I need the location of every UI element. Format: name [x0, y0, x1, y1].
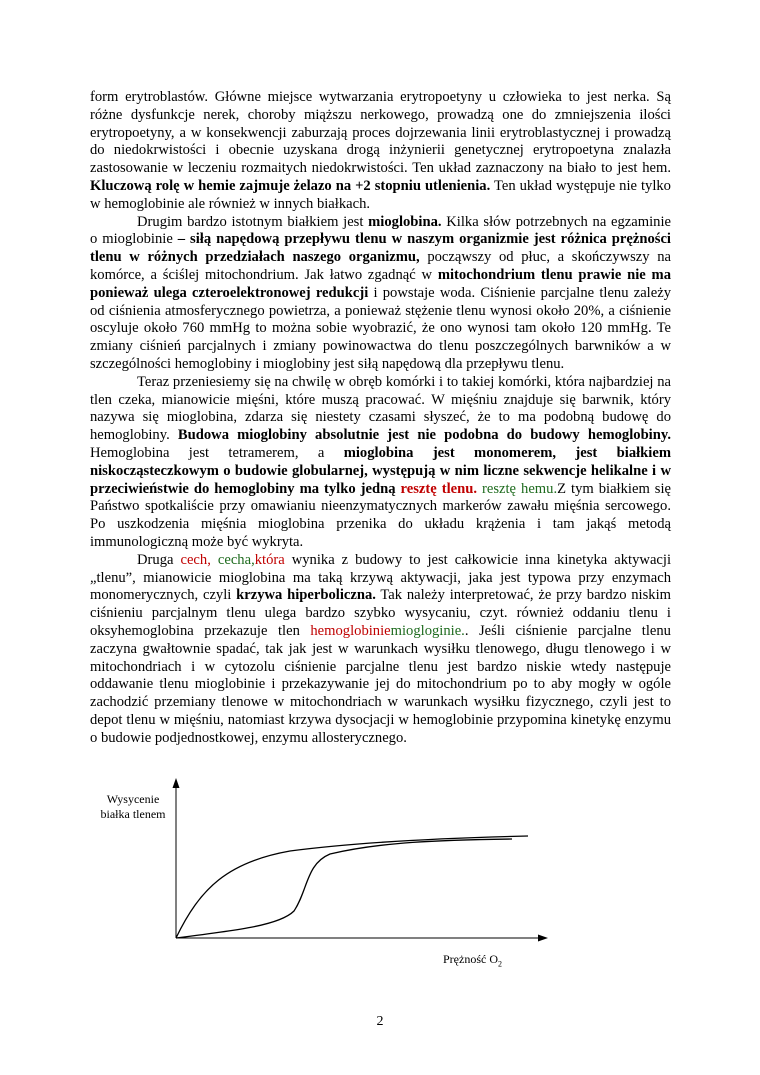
text-run: Tak należy interpretować, że przy bardzo niskim ciśnieniu parcjalnym tlenu ulega bardzo szybko wysycaniu, czyt. również oddaniu tlenu i oksyhemoglobina przekazuje tlen [90, 587, 671, 639]
bold-text-run: – siłą napędową przepływu tlenu w naszym organizmie jest różnica prężności tlenu w różnych przedziałach naszego organizmu, [90, 231, 671, 266]
x-axis-arrow-icon [538, 935, 548, 942]
text-run: Ten układ występuje nie tylko w hemoglobinie ale również w innych białkach. [90, 177, 671, 212]
page-number: 2 [376, 1014, 384, 1029]
text-run: począwszy od płuc, a skończywszy na komórce, a ściślej mitochondrium. Jak łatwo zgadnąć w [90, 249, 671, 283]
colored-text-run: resztę hemu. [482, 480, 558, 497]
text-run: form erytroblastów. Główne miejsce wytwarzania erytropoetyny u człowieka to jest nerka. Są różne dysfunkcje nerek, choroby miąższu nerkowego, prowadzą one do zmniejszenia ilości erytropoetyny, a w konsekwencji zaburzają proces dojrzewania linii erytroblastycznej i prowadzą do niedokrwistości i obecnie uzyskana drogą inżynierii genetycznej erytropoetyna znalazła zastosowanie w leczeniu rozmaitych niedokrwistości. Ten układ zaznaczony na biało to jest hem. [90, 89, 671, 177]
x-axis-label [443, 952, 502, 968]
text-run: wynika z budowy to jest całkowicie inna kinetyka aktywacji „tlenu”, mianowicie mioglobina ma taką krzywą aktywacji, jaka jest typowa przy enzymach monomerycznych, czyli [90, 551, 672, 604]
y-axis-label-line2: białka tlenem [100, 807, 166, 821]
colored-text-run: cecha, [217, 551, 255, 568]
text-run: Drugim bardzo istotnym białkiem jest [137, 213, 369, 230]
text-run: Z tym białkiem się Państwo spotkaliście przy omawianiu nieenzymatycznych markerów zawału mięśnia sercowego. Po uszkodzenia mięśnia mioglobina przenika do układu krążenia i tam jakąś metodą immunologiczną może być wykryta. [90, 480, 672, 550]
text-run: Hemoglobina jest tetramerem, a [90, 444, 344, 461]
y-axis-label [88, 792, 178, 822]
text-run: . Jeśli ciśnienie parcjalne tlenu zaczyna gwałtownie spadać, tak jak jest w warunkach wysiłku tlenowego, długu tlenowego i w mitochondriach i w cytozolu ciśnienie parcjalne tlenu jest bardzo niskie wtedy następuje oddawanie tlenu mioglobinie i przekazywanie jej do mitochondrium po to aby mogły w ogóle zachodzić przemiany tlenowe w mitochondriach w warunkach wysiłku fizycznego, czyli jest to depot tlenu w mięśniu, natomiast krzywa dysocjacji w hemoglobinie przypomina kinetykę enzymu o budowie podjednostkowej, enzymu allosterycznego. [90, 622, 671, 746]
text-run: i powstaje woda. Ciśnienie parcjalne tlenu zależy od ciśnienia atmosferycznego powietrza, a ponieważ stężenie tlenu wynosi około 20%, a ciśnienie oscyluje około 760 mmHg to można sobie wyobrazić, że ono wynosi tam około 120 mmHg. Te zmiany ciśnień parcjalnych i zmiany powinowactwa do tlenu poszczególnych barwników a w szczególności hemoglobiny i mioglobiny jest siłą napędową dla przepływu tlenu. [90, 284, 671, 372]
paragraph [90, 214, 671, 374]
bold-text-run: Kluczową rolę w hemie zajmuje żelazo na +2 stopniu utlenienia. [90, 177, 491, 194]
text-run: Druga [137, 551, 181, 568]
y-axis-arrow-icon [173, 778, 180, 788]
hemoglobin-sigmoid-curve [176, 839, 512, 938]
text-run: Kilka słów potrzebnych na egzaminie o mioglobinie [90, 213, 671, 248]
colored-text-run: hemoglobinie [310, 622, 391, 639]
text-run [211, 552, 218, 568]
colored-text-run: cech, [180, 551, 211, 568]
bold-text-run: Budowa mioglobiny absolutnie jest nie podobna do budowy hemoglobiny. [177, 427, 671, 444]
text-run: Teraz przeniesiemy się na chwilę w obręb komórki i to takiej komórki, która najbardziej na tlen czeka, mianowicie mięśni, które muszą pracować. W mięśniu znajduje się barwnik, który nazywa się mioglobina, zdarza się niestety czasami słyszeć, że to ma podobną budowę do hemoglobiny. [90, 373, 671, 444]
body-text [90, 89, 671, 747]
bold-text-run: krzywa hiperboliczna. [236, 587, 376, 604]
y-axis-label-line1: Wysycenie [106, 792, 160, 806]
colored-text-run: która [254, 551, 285, 568]
x-axis-label-main: Prężność O [443, 952, 498, 966]
x-axis-label-subscript: 2 [497, 959, 502, 969]
myoglobin-hyperbolic-curve [176, 836, 528, 938]
bold-text-run: mioglobina jest monomerem, jest białkiem niskocząsteczkowym o budowie globularnej, występują w nim liczne sekwencje helikalne i w przeciwieństwie do hemoglobiny ma tylko jedną [90, 444, 671, 497]
colored-text-run: resztę tlenu. [400, 480, 477, 497]
bold-text-run: mitochondrium tlenu prawie nie ma ponieważ ulega czteroelektronowej redukcji [90, 266, 671, 301]
paragraph [90, 374, 671, 552]
paragraph [90, 89, 671, 214]
bold-text-run: mioglobina. [368, 213, 442, 230]
colored-text-run: miogloginie. [390, 622, 465, 639]
paragraph [90, 552, 671, 748]
